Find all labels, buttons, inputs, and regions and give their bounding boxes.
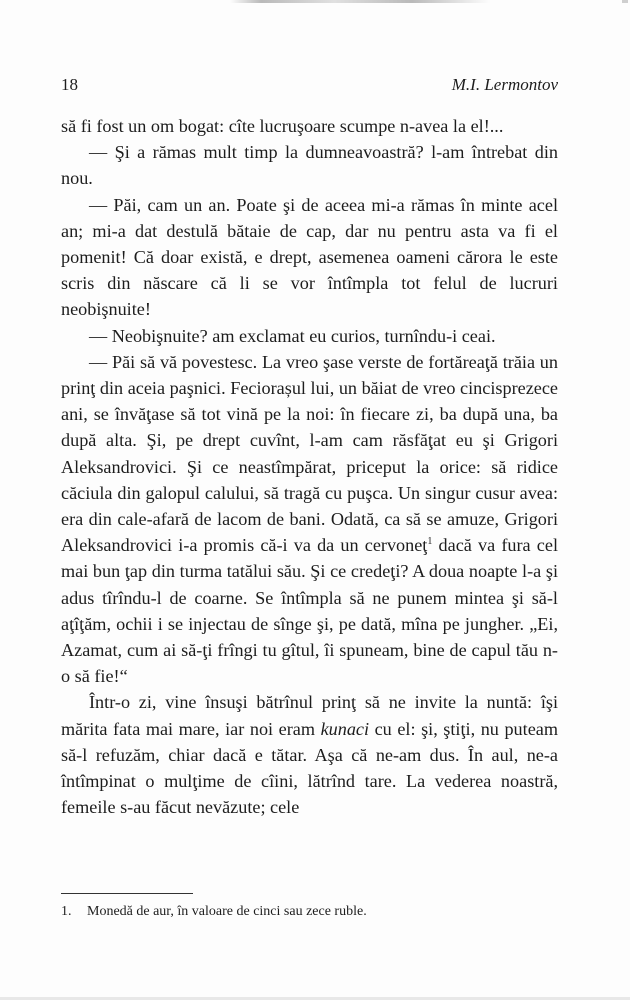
paragraph-5-text-b: dacă va fura cel mai bun ţap din turma tatălui său. Şi ce credeţi? A doua noapte l-a şi adus tîrîndu-l de coarne. Se întîmpla să ne punem mintea şi să-l aţîţăm, ochii i se injectau de sînge şi, pe dată, mîna pe jungher. „Ei, Azamat, cum ai să-ţi frîngi tu gîtul, îi spuneam, bine de capul tău n-o să fie!“ [61,535,558,687]
page-body [61,113,558,820]
paragraph-6-text-a: Într-o zi, vine însuşi bătrînul prinţ să ne invite la nuntă: îşi mărita fata mai mare, iar noi eram [61,692,558,739]
page-number: 18 [61,75,78,94]
italic-term: kunaci [320,718,370,739]
footnote-reference[interactable]: 1 [427,536,433,548]
paragraph-5-text-a: — Păi să vă povestesc. La vreo şase verste de fortăreaţă trăia un prinţ din aceia paşnici. Feciorașul lui, un băiat de vreo cincisprezece ani, se învăţase să tot vină pe la noi: în fiecare zi, ba după una, ba după alta. Şi, pe drept cuvînt, l-am cam răsfăţat eu şi Grigori Aleksandrovici. Şi ce neastîmpărat, priceput la orice: să ridice căciula din galopul calului, să tragă cu puşca. Un singur cusur avea: era din cale-afară de lacom de bani. Odată, ca să se amuze, Grigori Aleksandrovici i-a promis că-i va da un cervoneţ [61,351,558,556]
paragraph-6-text-b: cu el: şi, ştiţi, nu puteam să-l refuzăm, chiar dacă e tătar. Aşa că ne-am dus. În aul, ne-a întîmpinat o mulţime de cîini, lătrînd tare. La vederea noastră, femeile s-au făcut nevăzute; cele [61,718,558,818]
footnote [61,902,558,922]
running-head [61,75,558,97]
paragraph-4: — Neobişnuite? am exclamat eu curios, turnîndu-i ceai. [89,325,496,346]
corner-scan-artifact [622,0,628,3]
paragraph-1: să fi fost un om bogat: cîte lucruşoare scumpe n-avea la el!... [61,116,504,136]
top-scan-artifact [230,0,490,3]
footnote-text: Monedă de aur, în valoare de cinci sau zece ruble. [87,904,367,919]
paragraph-5 [61,349,558,690]
paragraph-3: — Păi, cam un an. Poate şi de aceea mi-a rămas în minte acel an; mi-a dat destulă bătaie de cap, dar nu pentru asta va fi el pomenit! Că doar există, e drept, asemenea oameni cărora le este scris din născare că li se vor întîmpla tot felul de lucruri neobişnuite! [61,194,558,320]
footnote-divider [61,893,193,894]
paragraph-6 [61,689,558,820]
footnote-number: 1. [61,904,72,919]
paragraph-2: — Şi a rămas mult timp la dumneavoastră? l-am întrebat din nou. [61,142,558,189]
running-head-author: M.I. Lermontov [451,75,558,94]
